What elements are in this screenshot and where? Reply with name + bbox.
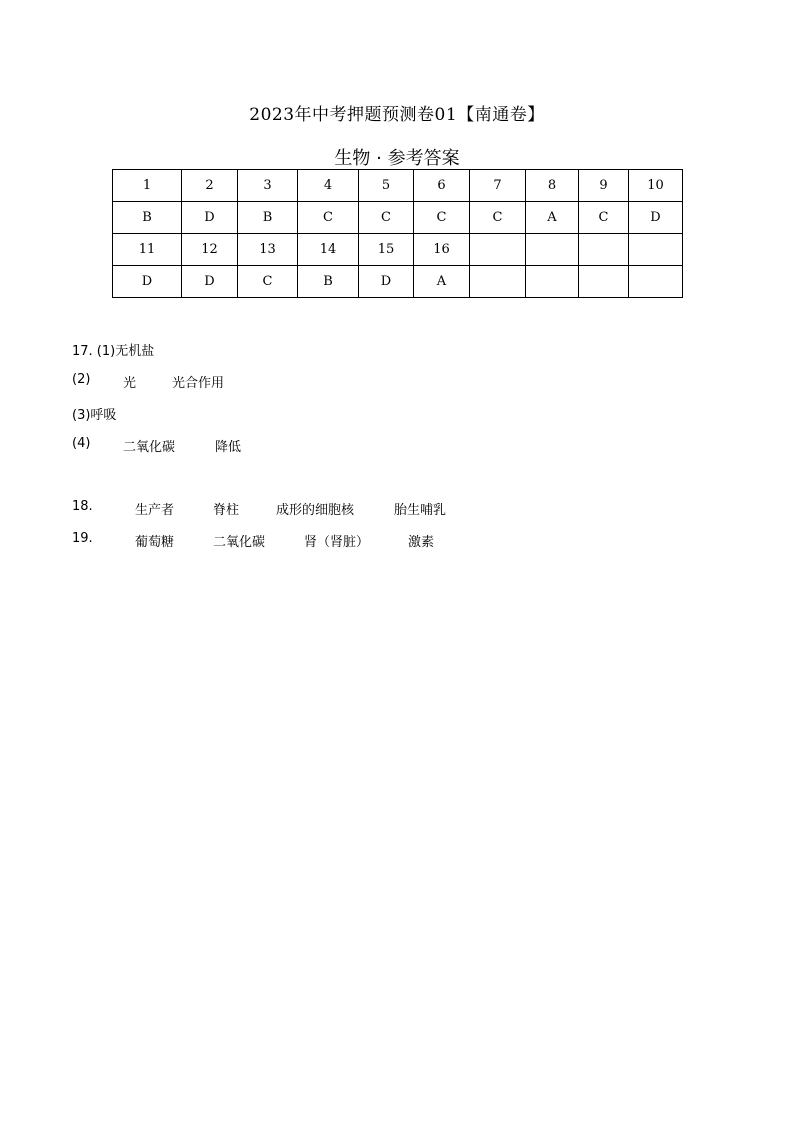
answer-table-cell: D: [182, 202, 238, 234]
answer-table-cell: 4: [298, 170, 359, 202]
answer-table-cell: C: [238, 266, 298, 298]
answer-table-cell: 16: [414, 234, 470, 266]
answer-table-cell: [629, 234, 683, 266]
answer-table-cell: D: [359, 266, 414, 298]
q17-part2-answer-b: 光合作用: [172, 376, 225, 391]
answer-table-cell: 11: [113, 234, 182, 266]
answer-table-cell: 7: [470, 170, 526, 202]
answer-table-answer-row: [113, 202, 683, 234]
q19-answer-c: 肾（肾脏）: [304, 535, 370, 550]
q18-answer-d: 胎生哺乳: [394, 503, 447, 518]
answer-table-cell: C: [470, 202, 526, 234]
document-subtitle: 生物 · 参考答案: [334, 148, 460, 169]
answer-table-cell: A: [414, 266, 470, 298]
answer-table-cell: [470, 234, 526, 266]
q19-answer-b: 二氧化碳: [213, 535, 266, 550]
q18-answer-b: 脊柱: [213, 503, 240, 518]
q18-answer-c: 成形的细胞核: [276, 503, 355, 518]
q17-part3: (3)呼吸: [72, 408, 117, 423]
answer-table-cell: B: [113, 202, 182, 234]
answer-table-number-row: [113, 234, 683, 266]
answer-table-cell: B: [238, 202, 298, 234]
answer-table-cell: 6: [414, 170, 470, 202]
answer-table-cell: A: [526, 202, 579, 234]
answer-table-cell: 2: [182, 170, 238, 202]
answer-table-cell: [526, 234, 579, 266]
answer-table-cell: D: [629, 202, 683, 234]
answer-table-cell: 10: [629, 170, 683, 202]
q17-part2-answer-a: 光: [123, 376, 137, 391]
q19-answer-d: 激素: [408, 535, 435, 550]
q18-answer-a: 生产者: [135, 503, 175, 518]
answer-table-cell: C: [298, 202, 359, 234]
q18-number: 18.: [72, 499, 93, 514]
answer-table-cell: 1: [113, 170, 182, 202]
document-title: 2023年中考押题预测卷01【南通卷】: [249, 105, 545, 125]
answer-table-cell: 15: [359, 234, 414, 266]
answer-table-cell: D: [113, 266, 182, 298]
q19-number: 19.: [72, 531, 93, 546]
answer-table-cell: 13: [238, 234, 298, 266]
answer-table-cell: C: [579, 202, 629, 234]
answer-table-cell: 8: [526, 170, 579, 202]
answer-table-answer-row: [113, 266, 683, 298]
answer-table-cell: [629, 266, 683, 298]
answer-table-cell: [470, 266, 526, 298]
answer-table-number-row: [113, 170, 683, 202]
q19-answer-a: 葡萄糖: [135, 535, 175, 550]
q17-part4-number: (4): [72, 436, 91, 451]
q17-part4-answer-b: 降低: [215, 440, 242, 455]
answer-table-cell: 14: [298, 234, 359, 266]
q17-part2-number: (2): [72, 372, 91, 387]
answer-table-cell: C: [359, 202, 414, 234]
answer-table-cell: B: [298, 266, 359, 298]
q17-part4-answer-a: 二氧化碳: [123, 440, 176, 455]
answer-table-cell: [526, 266, 579, 298]
answer-table-cell: 9: [579, 170, 629, 202]
answer-table-cell: 3: [238, 170, 298, 202]
answer-table-cell: 12: [182, 234, 238, 266]
answer-table-cell: C: [414, 202, 470, 234]
answer-table-cell: [579, 234, 629, 266]
q17-part1: 17. (1)无机盐: [72, 344, 155, 359]
answer-table-cell: [579, 266, 629, 298]
answer-table-cell: 5: [359, 170, 414, 202]
answer-table: [112, 169, 683, 298]
answer-table-cell: D: [182, 266, 238, 298]
